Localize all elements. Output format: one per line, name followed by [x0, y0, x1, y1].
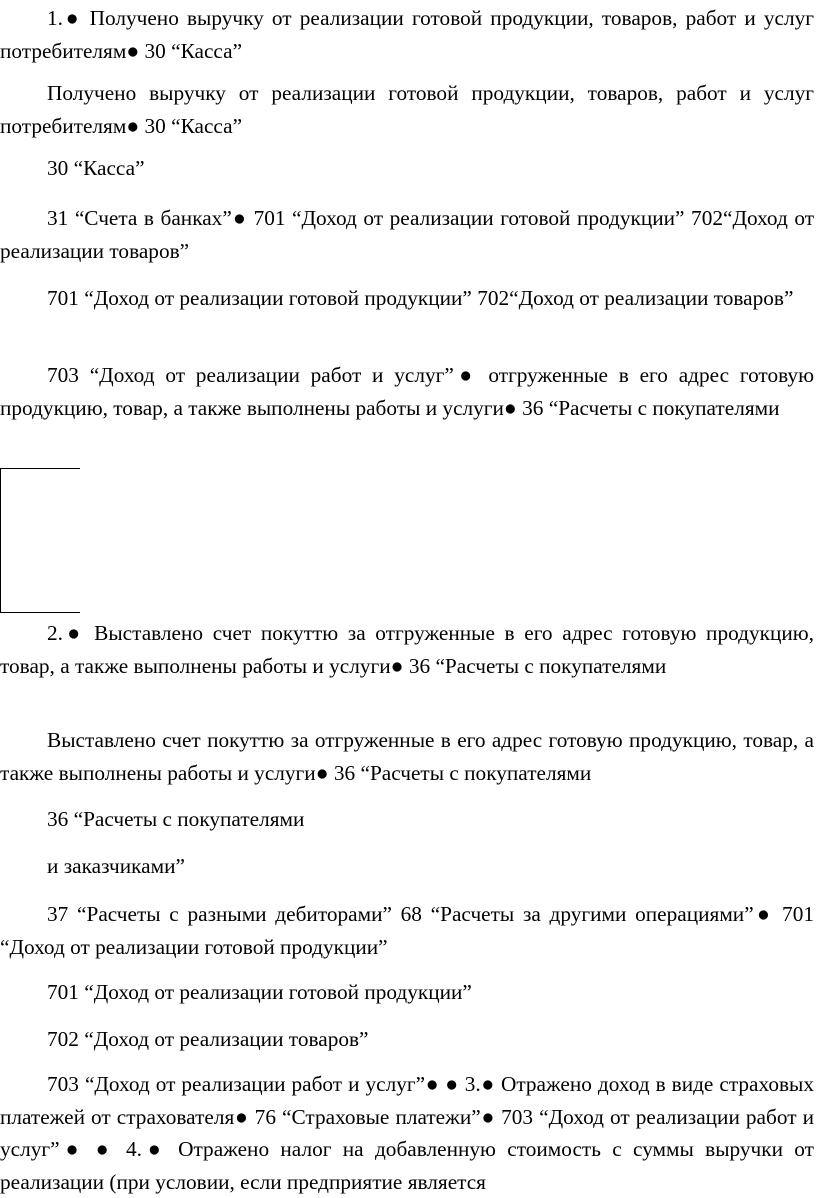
paragraph-6: 703 “Доход от реализации работ и услуг”● отгруженные в его адрес готовую продукцию, товар, а также выполнены работы и услуги● 36 “Расчеты с покупателями	[0, 363, 814, 420]
paragraph-8: Выставлено счет покуттю за отгруженные в его адрес готовую продукцию, товар, а также выполнены работы и услуги● 36 “Расчеты с покупателями	[0, 728, 814, 785]
paragraph-7: 2.● Выставлено счет покуттю за отгруженные в его адрес готовую продукцию, товар, а также выполнены работы и услуги● 36 “Расчеты с покупателями	[0, 621, 814, 678]
paragraph-11: 37 “Расчеты с разными дебиторами” 68 “Расчеты за другими операциями”● 701 “Доход от реализации готовой продукции”	[0, 902, 814, 959]
paragraph-9: 36 “Расчеты с покупателями	[47, 807, 305, 831]
paragraph-13: 702 “Доход от реализации товаров”	[47, 1027, 369, 1051]
paragraph-2: Получено выручку от реализации готовой продукции, товаров, работ и услуг потребителям● 30 “Касса”	[0, 81, 814, 138]
paragraph-1: 1.● Получено выручку от реализации готовой продукции, товаров, работ и услуг потребителям● 30 “Касса”	[0, 6, 814, 63]
paragraph-4: 31 “Счета в банках”● 701 “Доход от реализации готовой продукции” 702“Доход от реализации товаров”	[0, 206, 814, 263]
paragraph-14: 703 “Доход от реализации работ и услуг”● ● 3.● Отражено доход в виде страховых платежей от страхователя● 76 “Страховые платежи”● 703 “Доход от реализации работ и услуг”● ● 4.● Отражено налог на добавленную стоимость с суммы выручки от реализации (при условии, если предприятие является	[0, 1072, 814, 1194]
paragraph-10: и заказчиками”	[47, 854, 185, 878]
paragraph-3: 30 “Касса”	[47, 156, 145, 180]
paragraph-12: 701 “Доход от реализации готовой продукции”	[47, 980, 472, 1004]
paragraph-5: 701 “Доход от реализации готовой продукции” 702“Доход от реализации товаров”	[47, 286, 794, 310]
bracket-frame	[0, 468, 80, 613]
